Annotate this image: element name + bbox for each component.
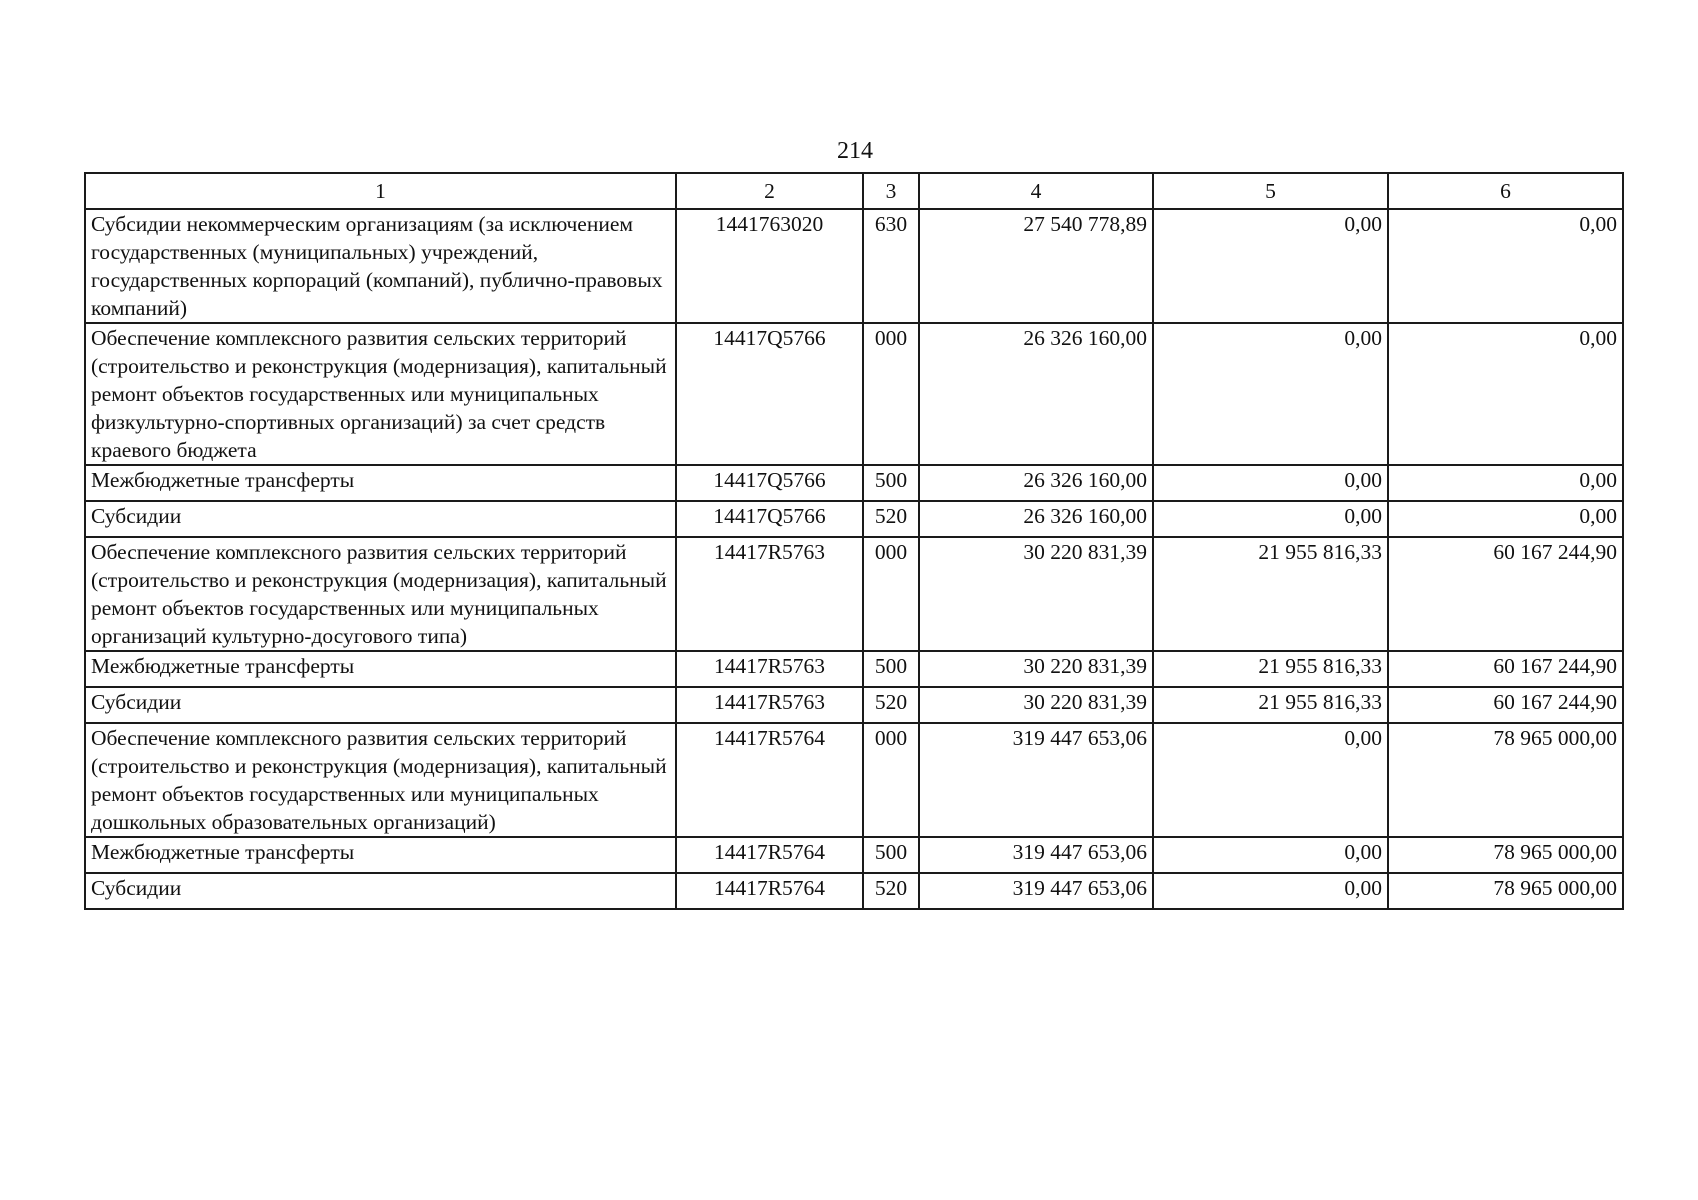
row-description: Обеспечение комплексного развития сельских территорий (строительство и реконструкция (модернизация), капитальный ремонт объектов государственных или муниципальных организаций культурно-досугового типа) bbox=[85, 537, 676, 651]
table-row bbox=[85, 873, 1623, 909]
row-description: Субсидии bbox=[85, 687, 676, 723]
header-row bbox=[85, 173, 1623, 209]
column-header: 4 bbox=[919, 173, 1153, 209]
amount-column-5: 0,00 bbox=[1153, 837, 1388, 873]
row-description: Межбюджетные трансферты bbox=[85, 465, 676, 501]
column-header: 2 bbox=[676, 173, 863, 209]
amount-column-4: 30 220 831,39 bbox=[919, 687, 1153, 723]
table-row bbox=[85, 465, 1623, 501]
amount-column-5: 0,00 bbox=[1153, 209, 1388, 323]
target-article-code: 14417R5764 bbox=[676, 837, 863, 873]
amount-column-4: 319 447 653,06 bbox=[919, 723, 1153, 837]
row-description: Обеспечение комплексного развития сельских территорий (строительство и реконструкция (модернизация), капитальный ремонт объектов государственных или муниципальных дошкольных образовательных организаций) bbox=[85, 723, 676, 837]
amount-column-5: 21 955 816,33 bbox=[1153, 651, 1388, 687]
expense-type-code: 500 bbox=[863, 837, 919, 873]
amount-column-6: 0,00 bbox=[1388, 501, 1623, 537]
amount-column-6: 78 965 000,00 bbox=[1388, 873, 1623, 909]
table-row bbox=[85, 323, 1623, 465]
target-article-code: 14417R5764 bbox=[676, 723, 863, 837]
amount-column-6: 78 965 000,00 bbox=[1388, 723, 1623, 837]
table-row bbox=[85, 651, 1623, 687]
expense-type-code: 500 bbox=[863, 465, 919, 501]
amount-column-5: 21 955 816,33 bbox=[1153, 537, 1388, 651]
expense-type-code: 000 bbox=[863, 323, 919, 465]
table-row bbox=[85, 501, 1623, 537]
expense-type-code: 520 bbox=[863, 687, 919, 723]
table-row bbox=[85, 723, 1623, 837]
column-header: 6 bbox=[1388, 173, 1623, 209]
column-header: 5 bbox=[1153, 173, 1388, 209]
amount-column-5: 0,00 bbox=[1153, 501, 1388, 537]
page-number: 214 bbox=[837, 138, 873, 164]
budget-table bbox=[84, 172, 1624, 910]
expense-type-code: 500 bbox=[863, 651, 919, 687]
target-article-code: 14417Q5766 bbox=[676, 323, 863, 465]
target-article-code: 14417R5764 bbox=[676, 873, 863, 909]
expense-type-code: 520 bbox=[863, 873, 919, 909]
amount-column-4: 26 326 160,00 bbox=[919, 465, 1153, 501]
table-row bbox=[85, 837, 1623, 873]
target-article-code: 14417Q5766 bbox=[676, 465, 863, 501]
amount-column-4: 319 447 653,06 bbox=[919, 873, 1153, 909]
expense-type-code: 630 bbox=[863, 209, 919, 323]
expense-type-code: 000 bbox=[863, 537, 919, 651]
row-description: Межбюджетные трансферты bbox=[85, 837, 676, 873]
amount-column-6: 0,00 bbox=[1388, 465, 1623, 501]
table-row bbox=[85, 209, 1623, 323]
amount-column-6: 60 167 244,90 bbox=[1388, 537, 1623, 651]
target-article-code: 14417Q5766 bbox=[676, 501, 863, 537]
amount-column-4: 319 447 653,06 bbox=[919, 837, 1153, 873]
amount-column-4: 30 220 831,39 bbox=[919, 537, 1153, 651]
expense-type-code: 520 bbox=[863, 501, 919, 537]
amount-column-4: 30 220 831,39 bbox=[919, 651, 1153, 687]
row-description: Субсидии bbox=[85, 501, 676, 537]
row-description: Межбюджетные трансферты bbox=[85, 651, 676, 687]
target-article-code: 14417R5763 bbox=[676, 651, 863, 687]
amount-column-5: 0,00 bbox=[1153, 465, 1388, 501]
amount-column-6: 0,00 bbox=[1388, 323, 1623, 465]
amount-column-6: 60 167 244,90 bbox=[1388, 687, 1623, 723]
table-row bbox=[85, 537, 1623, 651]
table-row bbox=[85, 687, 1623, 723]
column-header: 3 bbox=[863, 173, 919, 209]
row-description: Субсидии некоммерческим организациям (за исключением государственных (муниципальных) учреждений, государственных корпораций (компаний), публично-правовых компаний) bbox=[85, 209, 676, 323]
column-header: 1 bbox=[85, 173, 676, 209]
expense-type-code: 000 bbox=[863, 723, 919, 837]
amount-column-6: 60 167 244,90 bbox=[1388, 651, 1623, 687]
row-description: Обеспечение комплексного развития сельских территорий (строительство и реконструкция (модернизация), капитальный ремонт объектов государственных или муниципальных физкультурно-спортивных организаций) за счет средств краевого бюджета bbox=[85, 323, 676, 465]
target-article-code: 14417R5763 bbox=[676, 687, 863, 723]
target-article-code: 1441763020 bbox=[676, 209, 863, 323]
row-description: Субсидии bbox=[85, 873, 676, 909]
amount-column-6: 0,00 bbox=[1388, 209, 1623, 323]
amount-column-4: 26 326 160,00 bbox=[919, 323, 1153, 465]
amount-column-6: 78 965 000,00 bbox=[1388, 837, 1623, 873]
amount-column-4: 26 326 160,00 bbox=[919, 501, 1153, 537]
amount-column-5: 0,00 bbox=[1153, 873, 1388, 909]
amount-column-5: 21 955 816,33 bbox=[1153, 687, 1388, 723]
amount-column-5: 0,00 bbox=[1153, 723, 1388, 837]
amount-column-4: 27 540 778,89 bbox=[919, 209, 1153, 323]
target-article-code: 14417R5763 bbox=[676, 537, 863, 651]
amount-column-5: 0,00 bbox=[1153, 323, 1388, 465]
